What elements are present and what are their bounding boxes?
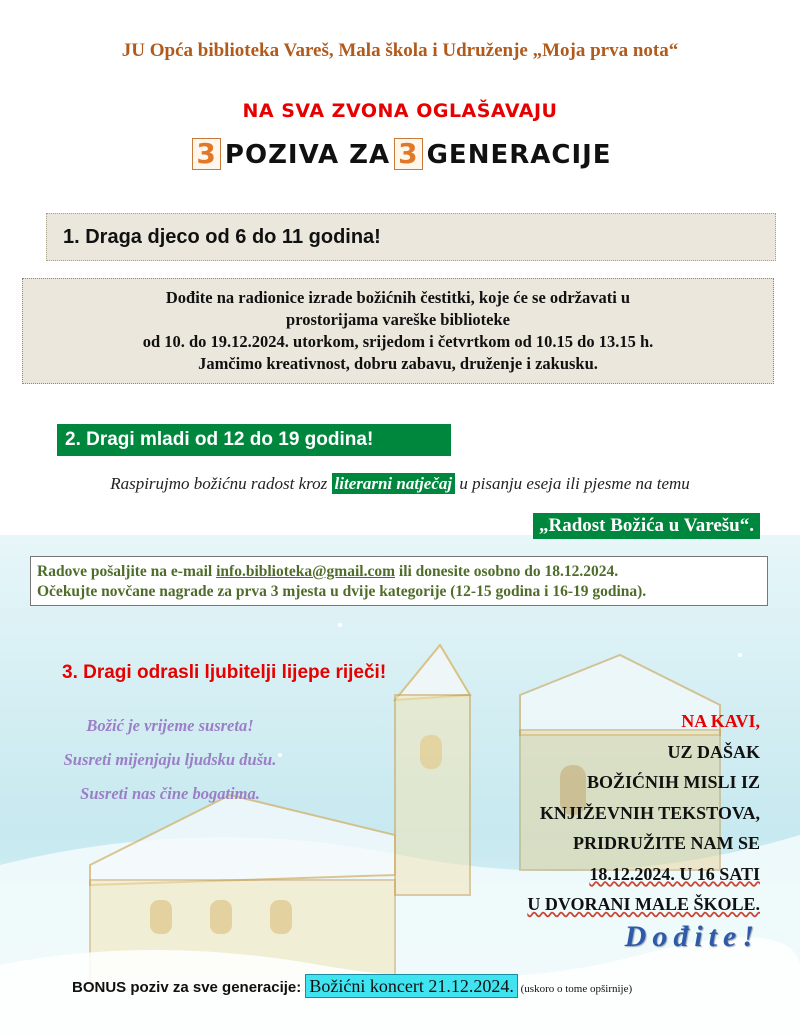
contest-theme: „Radost Božića u Varešu“.	[533, 513, 760, 539]
invite-line: NA KAVI,	[681, 711, 760, 731]
coffee-invitation	[460, 706, 760, 920]
quote-line: Susreti nas čine bogatima.	[80, 784, 260, 803]
section-3-title: 3. Dragi odrasli ljubitelji lijepe riječi!	[62, 662, 387, 683]
come-call: Dođite!	[624, 920, 760, 953]
invite-line: BOŽIĆNIH MISLI IZ	[586, 772, 760, 792]
invite-line: KNJIŽEVNIH TEKSTOVA,	[539, 802, 760, 823]
invite-date: 18.12.2024. U 16 SATI	[589, 863, 760, 884]
email-link[interactable]: info.biblioteka@gmail.com	[216, 563, 396, 580]
section-2-title: 2. Dragi mladi od 12 do 19 godina!	[57, 424, 451, 456]
headline-end: GENERACIJE	[426, 140, 612, 170]
quotes-block	[30, 716, 310, 818]
submission-text: Radove pošaljite na e-mail	[37, 563, 217, 580]
headline-mid: POZIVA ZA	[224, 140, 391, 170]
contest-highlight: literarni natječaj	[332, 473, 456, 494]
section-1-line: Dođite na radionice izrade božićnih čestitki, koje će se održavati u	[165, 288, 631, 307]
invite-place: U DVORANI MALE ŠKOLE.	[527, 894, 760, 914]
invite-line: PRIDRUŽITE NAM SE	[572, 833, 760, 853]
organizers-header: JU Opća biblioteka Vareš, Mala škola i Udruženje „Moja prva nota“	[121, 40, 679, 61]
section-1-details	[22, 278, 774, 384]
concert-highlight: Božićni koncert 21.12.2024.	[305, 974, 517, 998]
prize-info: Očekujte novčane nagrade za prva 3 mjesta u dvije kategorije (12-15 godina i 16-19 godina).	[37, 583, 647, 600]
submission-info-box	[30, 556, 768, 606]
section-1-line: Jamčimo kreativnost, dobru zabavu, druženje i zakusku.	[198, 354, 598, 373]
bonus-line	[72, 976, 632, 997]
bonus-label: BONUS poziv za sve generacije:	[72, 979, 306, 996]
quote-line: Susreti mijenjaju ljudsku dušu.	[63, 750, 277, 769]
main-headline	[0, 138, 800, 170]
intro-text: u pisanju eseja ili pjesme na temu	[455, 474, 690, 493]
quote-line: Božić je vrijeme susreta!	[86, 716, 254, 735]
section-1-line: prostorijama vareške biblioteke	[286, 310, 510, 329]
number-badge: 3	[394, 138, 422, 170]
section-1-title: 1. Draga djeco od 6 do 11 godina!	[46, 213, 776, 261]
announcement-subtitle: NA SVA ZVONA OGLAŠAVAJU	[242, 100, 558, 122]
section-2-intro	[0, 474, 800, 494]
bonus-note: (uskoro o tome opširnije)	[517, 983, 633, 995]
intro-text: Raspirujmo božićnu radost kroz	[110, 474, 332, 493]
invite-line: UZ DAŠAK	[667, 741, 760, 762]
submission-text: ili donesite osobno do 18.12.2024.	[395, 563, 619, 580]
section-1-line: od 10. do 19.12.2024. utorkom, srijedom i četvrtkom od 10.15 do 13.15 h.	[142, 332, 654, 351]
number-badge: 3	[192, 138, 220, 170]
